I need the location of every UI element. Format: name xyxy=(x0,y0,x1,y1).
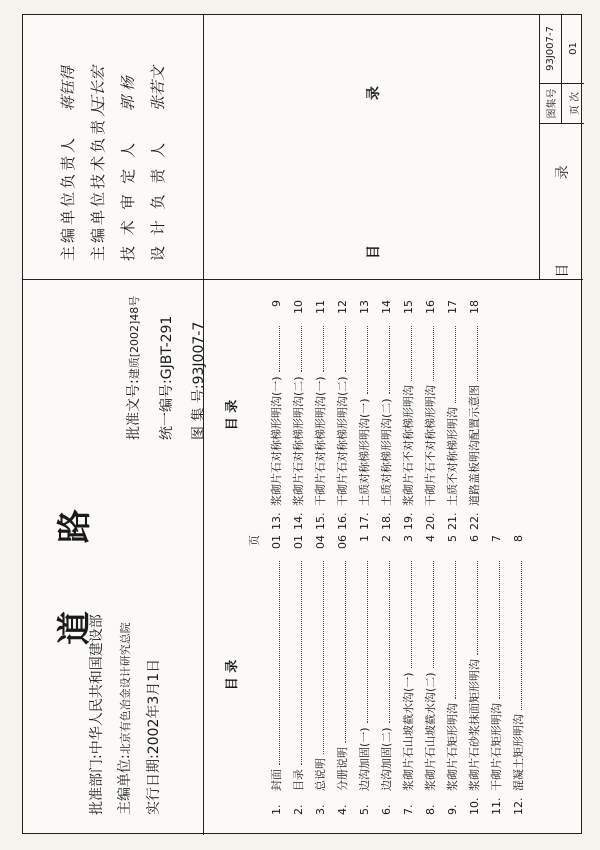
toc-leader-dots xyxy=(367,326,368,394)
toc-entry-page: 17 xyxy=(446,300,459,314)
toc-entry xyxy=(422,300,444,530)
responsible-label: 技 术 审 定 人 xyxy=(119,139,137,261)
toc-entry xyxy=(268,300,290,530)
signature: 郭 杨 xyxy=(119,76,137,111)
signature: 张若文 xyxy=(149,65,167,111)
toc-leader-dots xyxy=(477,561,478,655)
document-numbers xyxy=(118,296,215,440)
toc-leader-dots xyxy=(367,561,368,723)
toc-entry-number: 2. xyxy=(292,804,305,815)
toc-entry-page: 12 xyxy=(336,300,349,314)
toc-entry-page: 9 xyxy=(270,300,283,307)
toc-entry-title: 浆砌片石不对称梯形明沟 xyxy=(402,385,415,506)
toc-leader-dots xyxy=(323,561,324,754)
responsible-label: 主编单位负责人 xyxy=(59,134,77,261)
responsible-row xyxy=(53,15,83,261)
toc-entry-page: 5 xyxy=(446,535,459,542)
toc-entry-title: 干砌片石矩形明沟 xyxy=(490,703,503,791)
toc-leader-dots xyxy=(345,326,346,372)
toc-entry-page: 8 xyxy=(512,535,525,542)
atlas-label: 图集号 xyxy=(540,84,562,124)
toc-entry-number: 12. xyxy=(512,797,525,815)
toc-entry-number: 17. xyxy=(358,512,371,530)
rotated-drawing xyxy=(23,15,583,835)
toc-leader-dots xyxy=(301,326,302,372)
toc-entry-number: 13. xyxy=(270,512,283,530)
toc-entry-title: 土质对称梯形明沟(一) xyxy=(358,398,371,506)
toc-entry-title: 边沟加固(一) xyxy=(358,727,371,791)
toc-entry-title: 目录 xyxy=(292,769,305,791)
toc-entry-page: 15 xyxy=(402,300,415,314)
toc-entry xyxy=(466,300,488,530)
title-block xyxy=(203,15,583,280)
toc-entry-title: 浆砌片石山坡截水沟(二) xyxy=(424,672,437,791)
toc-entry-page: 1 xyxy=(358,535,371,542)
toc-entry xyxy=(378,300,400,530)
toc-leader-dots xyxy=(301,561,302,765)
toc-leader-dots xyxy=(411,561,412,668)
approval-doc-no xyxy=(118,296,151,440)
doc-no-value: 建质[2002]48号 xyxy=(128,295,141,380)
toc-entry xyxy=(466,535,488,815)
responsible-row xyxy=(113,15,143,261)
toc-entry-title: 土质不对称梯形明沟 xyxy=(446,407,459,506)
toc-entry xyxy=(356,300,378,530)
toc-leader-dots xyxy=(455,326,456,403)
toc-leader-dots xyxy=(279,561,280,765)
titlebox-name: 目 录 xyxy=(555,125,571,278)
toc-page-header xyxy=(246,535,268,815)
toc-entry-page: 4 xyxy=(424,535,437,542)
toc-entry-number: 14. xyxy=(292,512,305,530)
toc-entry-page: 13 xyxy=(358,300,371,314)
doc-no-label: 批准文号: xyxy=(126,379,142,440)
toc-leader-dots xyxy=(499,561,500,699)
toc-entry-title: 干砌片石对称梯形明沟(二) xyxy=(336,376,349,506)
toc-entry xyxy=(444,300,466,530)
toc-entry xyxy=(312,535,334,815)
atlas-value: 93J007-7 xyxy=(540,14,562,84)
toc-leader-dots xyxy=(455,561,456,699)
toc-entry-page: 18 xyxy=(468,300,481,314)
toc-entry-number: 9. xyxy=(446,804,459,815)
effective-date: 实行日期:2002年3月1日 xyxy=(146,658,162,815)
page-value: 01 xyxy=(562,14,584,84)
toc-entry-number: 8. xyxy=(424,804,437,815)
toc-entry-page: 06 xyxy=(336,535,349,549)
toc-entry-page: 6 xyxy=(468,535,481,542)
toc-entry-title: 浆砌片石矩形明沟 xyxy=(446,703,459,791)
toc-entry xyxy=(312,300,334,530)
table-of-contents xyxy=(203,15,583,835)
toc-entry-title: 干砌片石不对称梯形明沟 xyxy=(424,385,437,506)
toc-entry-number: 21. xyxy=(446,512,459,530)
responsible-row xyxy=(143,15,173,261)
toc-leader-dots xyxy=(345,561,346,743)
toc-entry xyxy=(510,535,532,815)
toc-entry-title: 混凝土矩形明沟 xyxy=(512,714,525,791)
responsible-persons xyxy=(23,15,203,280)
toc-entry xyxy=(444,535,466,815)
toc-entry-page: 14 xyxy=(380,300,393,314)
toc-entry xyxy=(268,535,290,815)
toc-entry-number: 11. xyxy=(490,797,503,815)
toc-entry-number: 3. xyxy=(314,804,327,815)
toc-leader-dots xyxy=(433,326,434,381)
toc-entry-title: 封面 xyxy=(270,769,283,791)
toc-entry xyxy=(334,300,356,530)
toc-entry xyxy=(356,535,378,815)
toc-leader-dots xyxy=(323,326,324,372)
editor-name: 北京有色冶金设计研究总院 xyxy=(119,622,132,755)
toc-entry-title: 浆砌片石山坡截水沟(一) xyxy=(402,672,415,791)
toc-entry xyxy=(400,535,422,815)
toc-entry-title: 总说明 xyxy=(314,758,327,791)
toc-entry-number: 5. xyxy=(358,804,371,815)
toc-entry-title: 土质对称梯形明沟(二) xyxy=(380,398,393,506)
toc-leader-dots xyxy=(389,326,390,394)
toc-entry xyxy=(378,535,400,815)
toc-entry-number: 10. xyxy=(468,797,481,815)
toc-entry-page: 04 xyxy=(314,535,327,549)
title-box xyxy=(539,14,583,279)
signature: 蒋钰得 xyxy=(59,65,77,111)
toc-leader-dots xyxy=(521,561,522,710)
toc-column-left xyxy=(203,535,532,815)
toc-entry-number: 19. xyxy=(402,512,415,530)
atlas-number: 图 集 号:93J007-7 xyxy=(191,321,207,440)
toc-entry-page: 11 xyxy=(314,300,327,314)
toc-entry-page: 01 xyxy=(270,535,283,549)
toc-entry-number: 22. xyxy=(468,512,481,530)
toc-entry-number: 16. xyxy=(336,512,349,530)
toc-entry-page: 16 xyxy=(424,300,437,314)
toc-entry-number: 4. xyxy=(336,804,349,815)
block-title: 目 录 xyxy=(366,16,382,259)
toc-entry-number: 7. xyxy=(402,804,415,815)
toc-entry-title: 浆砌片石对称梯形明沟(二) xyxy=(292,376,305,506)
toc-entry-page: 10 xyxy=(292,300,305,314)
toc-heading-right: 目 录 xyxy=(225,399,240,431)
toc-entry xyxy=(488,535,510,815)
responsible-label: 主编单位技术负责人 xyxy=(89,98,107,261)
toc-entry xyxy=(422,535,444,815)
toc-entry xyxy=(400,300,422,530)
toc-entry-number: 15. xyxy=(314,512,327,530)
signature: 王长宏 xyxy=(89,65,107,111)
editor-label: 主编单位: xyxy=(117,754,133,815)
uniform-number: 统一编号:GJBT-291 xyxy=(159,315,175,440)
toc-leader-dots xyxy=(433,561,434,668)
toc-leader-dots xyxy=(477,326,478,381)
toc-leader-dots xyxy=(389,561,390,723)
toc-entry-title: 浆砌片石对称梯形明沟(一) xyxy=(270,376,283,506)
toc-entry xyxy=(290,300,312,530)
toc-entry-title: 浆砌片石砂浆抹面矩形明沟 xyxy=(468,659,481,791)
toc-heading: 目 录 xyxy=(225,659,240,691)
toc-entry-title: 分册说明 xyxy=(336,747,349,791)
toc-entry xyxy=(334,535,356,815)
header-band xyxy=(23,15,207,835)
toc-entry-page: 01 xyxy=(292,535,305,549)
toc-entry-title: 道路盖板明沟配置示意图 xyxy=(468,385,481,506)
toc-entry-page: 7 xyxy=(490,535,503,542)
toc-entry-number: 6. xyxy=(380,804,393,815)
toc-entry xyxy=(290,535,312,815)
approval-info xyxy=(83,614,168,815)
toc-entry-number: 20. xyxy=(424,512,437,530)
toc-column-right xyxy=(203,300,488,530)
toc-page-label: 页 xyxy=(248,535,261,546)
page-title: 道 路 xyxy=(55,481,95,645)
responsible-label: 设 计 负 责 人 xyxy=(149,139,167,261)
toc-leader-dots xyxy=(411,326,412,381)
toc-entry-number: 1. xyxy=(270,804,283,815)
drawing-sheet xyxy=(22,14,582,834)
toc-entry-number: 18. xyxy=(380,512,393,530)
toc-leader-dots xyxy=(279,326,280,372)
responsible-row xyxy=(83,15,113,261)
toc-entry-page: 2 xyxy=(380,535,393,542)
approval-dept: 批准部门:中华人民共和国建设部 xyxy=(89,614,105,815)
toc-entry-title: 边沟加固(二) xyxy=(380,727,393,791)
toc-entry-title: 干砌片石对称梯形明沟(一) xyxy=(314,376,327,506)
page-label: 页 次 xyxy=(562,84,584,124)
editor-unit xyxy=(111,614,140,815)
toc-entry-page: 3 xyxy=(402,535,415,542)
